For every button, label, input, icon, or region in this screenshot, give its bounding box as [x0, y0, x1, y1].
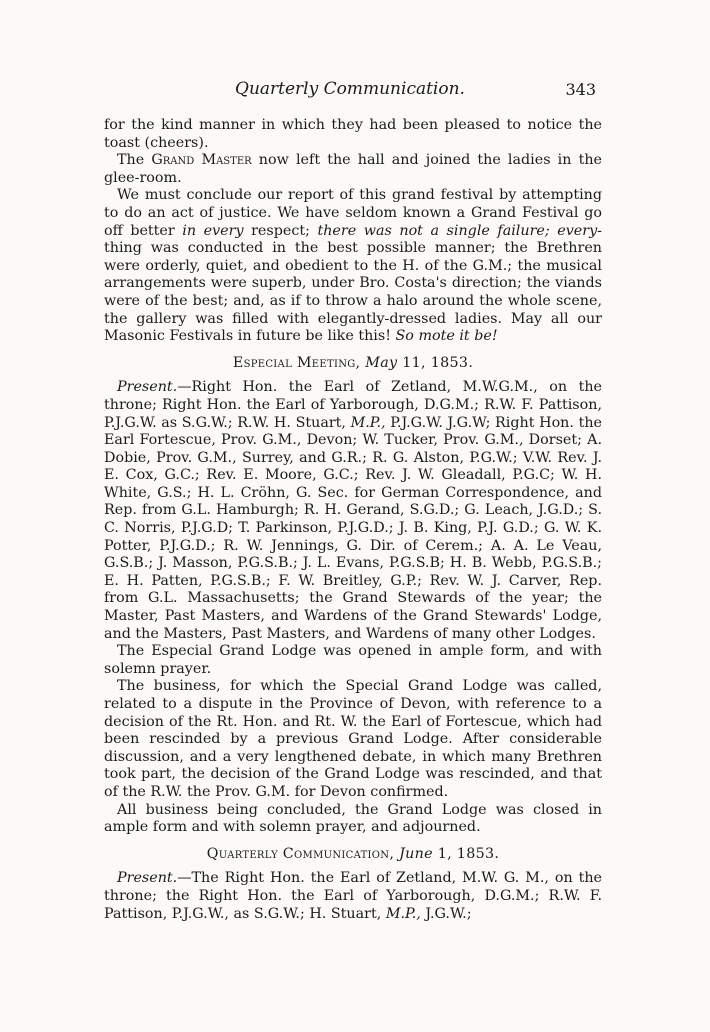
- festival-text-2: respect;: [243, 222, 318, 239]
- paragraph-closed: All business being concluded, the Grand Lodge was closed in ample form and with solemn prayer, and adjourned.: [104, 801, 602, 836]
- paragraph-present-especial: [104, 379, 602, 643]
- present2-text-2: J.G.W.;: [420, 905, 472, 922]
- festival-em-3: So mote it be!: [395, 328, 498, 345]
- present2-label: Present.: [117, 870, 178, 887]
- present2-mp: M.P.,: [385, 905, 421, 922]
- gm-post: now left the hall and joined the ladies in the glee-room.: [104, 152, 603, 186]
- heading2-month: June: [399, 845, 433, 862]
- paragraph-festival-report: [104, 187, 602, 345]
- heading1-smallcaps: Especial Meeting,: [232, 354, 361, 371]
- present1-label: Present.: [117, 379, 178, 396]
- heading1-date: 11, 1853.: [397, 354, 474, 371]
- page-header: [104, 78, 596, 102]
- gm-pre: The: [117, 152, 152, 169]
- section-heading-quarterly: [104, 846, 602, 864]
- running-title: Quarterly Communication.: [235, 79, 465, 99]
- present1-text-2: P.J.G.W. J.G.W; Right Hon. the Earl Fortescue, Prov. G.M., Devon; W. Tucker, Prov. G.M., Dorset; A. Dobie, Prov. G.M., Surrey, and G.R.; R. G. Alston, P.G.W.; V.W. Rev. J. E. Cox, G.C.; Rev. E. Moore, G.C.; Rev. J. W. Gleadall, P.G.C; W. H. White, G.S.; H. L. Cröhn, G. Sec. for German Correspondence, and Rep. from G.L. Hamburgh; R. H. Gerand, S.G.D.; G. Leach, J.G.D.; S. C. Norris, P.J.G.D; T. Parkinson, P.J.G.D.; J. B. King, P.J. G.D.; G. W. K. Potter, P.J.G.D.; R. W. Jennings, G. Dir. of Cerem.; A. A. Le Veau, G.S.B.; J. Masson, P.G.S.B.; J. L. Evans, P.G.S.B; H. B. Webb, P.G.S.B.; E. H. Patten, P.G.S.B.; F. W. Breitley, G.P.; Rev. W. J. Carver, Rep. from G.L. Massachusetts; the Grand Stewards of the year; the Master, Past Masters, and Wardens of the Grand Stewards' Lodge, and the Masters, Past Masters, and Wardens of many other Lodges.: [104, 414, 602, 642]
- paragraph-grand-master: [104, 152, 602, 187]
- paragraph-opened: The Especial Grand Lodge was opened in ample form, and with solemn prayer.: [104, 643, 602, 677]
- festival-em-1: in every: [182, 222, 244, 239]
- heading2-smallcaps: Quarterly Communication,: [206, 845, 395, 862]
- paragraph-present-quarterly: [104, 870, 602, 923]
- body-text: [104, 117, 602, 923]
- paragraph-business-devon: The business, for which the Special Grand Lodge was called, related to a dispute in the Province of Devon, with reference to a decision of the Rt. Hon. and Rt. W. the Earl of Fortescue, which had been rescinded by a previous Grand Lodge. After considerable discussion, and a very lengthened debate, in which many Brethren took part, the decision of the Grand Lodge was rescinded, and that of the R.W. the Prov. G.M. for Devon confirmed.: [104, 678, 602, 800]
- festival-em-2: there was not a single failure; every-: [317, 222, 602, 239]
- present2-text-1: —The Right Hon. the Earl of Zetland, M.W. G. M., on the throne; the Right Hon. the Earl of Yarborough, D.G.M.; R.W. F. Pattison, P.J.G.W., as S.G.W.; H. Stuart,: [104, 870, 602, 922]
- present1-mp: M.P.,: [350, 414, 386, 431]
- festival-text-3: thing was conducted in the best possible manner; the Brethren were orderly, quiet, and obedient to the H. of the G.M.; the musical arrangements were superb, under Bro. Costa's direction; the viands were of the best; and, as if to throw a halo around the whole scene, the gallery was filled with elegantly-dressed ladies. May all our Masonic Festivals in future be like this!: [104, 240, 602, 345]
- festival-text-1: We must conclude our report of this grand festival by attempting to do an act of justice. We have seldom known a Grand Festival go off better: [104, 187, 602, 239]
- page-number: 343: [565, 80, 596, 99]
- present1-text-1: —Right Hon. the Earl of Zetland, M.W.G.M., on the throne; Right Hon. the Earl of Yarborough, D.G.M.; R.W. F. Pattison, P.J.G.W. as S.G.W.; R.W. H. Stuart,: [104, 379, 602, 431]
- section-heading-especial-meeting: [104, 355, 602, 373]
- heading2-date: 1, 1853.: [432, 845, 500, 862]
- grand-master-smallcaps: Grand Master: [151, 152, 252, 169]
- paragraph-toast: for the kind manner in which they had been pleased to notice the toast (cheers).: [104, 117, 602, 151]
- heading1-month: May: [365, 354, 398, 371]
